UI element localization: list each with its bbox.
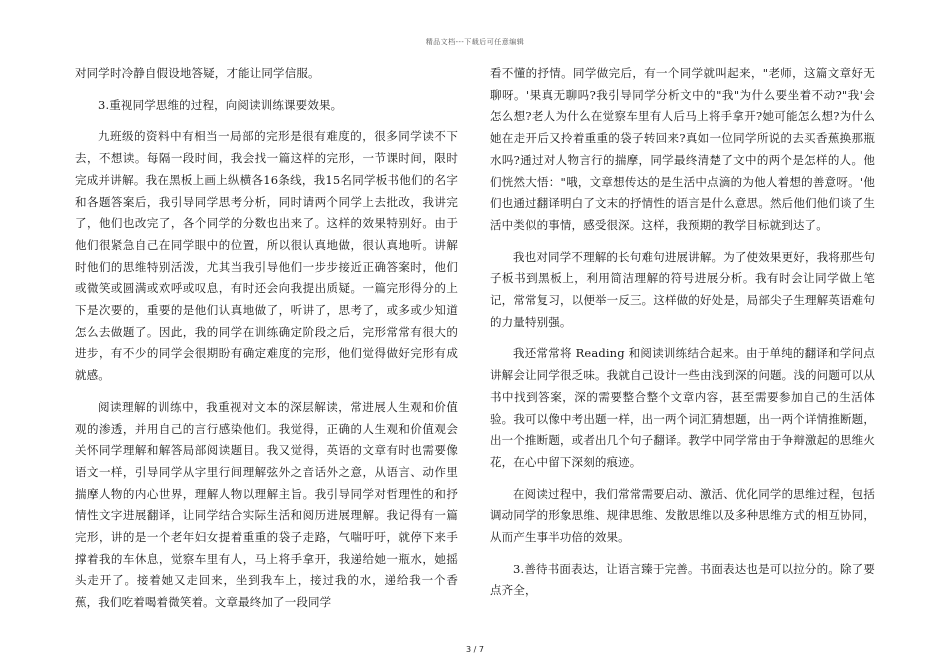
- paragraph: 对同学时冷静自假设地答疑，才能让同学信服。: [75, 66, 320, 80]
- left-column: [75, 63, 458, 624]
- page-number: 3 / 7: [466, 645, 484, 654]
- section-heading: 3.善待书面表达，让语言臻于完善。书面表达也是可以拉分的。除了要点齐全，: [490, 561, 875, 598]
- page-header: 精品文档---下载后可任意编辑: [425, 38, 525, 46]
- paragraph: 九班级的资料中有相当一局部的完形是很有难度的，很多同学读不下去，不想读。每隔一段时间，我会找一篇这样的完形，一节课时间，限时完成并讲解。我在黑板上画上纵横各16条线，我15名同学板书他们的名字和各题答案后，我引导同学思考分析，同时请两个同学上去批改，我讲完了，他们也改完了，各个同学的分数也出来了。这样的效果特别好。由于他们很紧急自己在同学眼中的位置，所以很认真地做，很认真地听。讲解时他们的思维特别活泼，尤其当我引导他们一步步接近正确答案时，他们或微笑或圆满或欢呼或叹息，有时还会向我提出质疑。一篇完形得分的上下是次要的，重要的是他们认真地做了，听讲了，思考了，或多或少知道怎么去做题了。因此，我的同学在训练确定阶段之后，完形常常有很大的进步，有不少的同学会很期盼有确定难度的完形，他们觉得做好完形有成就感。: [75, 129, 458, 383]
- paragraph: 看不懂的抒情。同学做完后，有一个同学就叫起来，"老师，这篇文章好无聊呀。'果真无聊吗?我引导同学分析文中的"我"为什么要坐着不动?"我'会怎么想?老人为什么在觉察车里有人后马上将手拿开?她可能怎么想?为什么她在走开后又拎着重重的袋子转回来?真如一位同学所说的去买香蕉换那瓶水吗?通过对人物言行的揣摩，同学最终清楚了文中的两个是怎样的人。他们恍然大悟："哦，文章想传达的是生活中点滴的为他人着想的善意呀。'他们也通过翻译明白了文末的抒情性的语言是什么意思。然后他们他们谈了生活中类似的事情，感受很深。这样，我预期的教学目标就到达了。: [490, 66, 875, 232]
- paragraph: 我也对同学不理解的长句难句进展讲解。为了使效果更好，我将那些句子板书到黑板上，利用简洁理解的符号进展分析。我有时会让同学做上笔记，常常复习，以便举一反三。这样做的好处是，局部尖子生理解英语难句的力量特别强。: [490, 249, 875, 329]
- paragraph: 阅读理解的训练中，我重视对文本的深层解读，常进展人生观和价值观的渗透，并用自己的言行感染他们。我觉得，正确的人生观和价值观会关怀同学理解和解答局部阅读题目。我又觉得，英语的文章有时也需要像语文一样，引导同学从字里行间理解弦外之音话外之意，从语言、动作里揣摩人物的内心世界，理解人物以理解主旨。我引导同学对哲理性的和抒情性文字进展翻译，让同学结合实际生活和阅历进展理解。我记得有一篇完形，讲的是一个老年妇女提着重重的袋子走路，气喘吁吁，就停下来手撑着我的车休息，觉察车里有人，马上将手拿开，我递给她一瓶水，她摇头走开了。接着她又走回来，坐到我车上，接过我的水，递给我一个香蕉，我们吃着喝着微笑着。文章最终加了一段同学: [75, 399, 458, 610]
- paragraph: 在阅读过程中，我们常常需要启动、激活、优化同学的思维过程，包括调动同学的形象思维、规律思维、发散思维以及多种思维方式的相互协同，从而产生事半功倍的效果。: [490, 486, 875, 545]
- section-heading: 3.重视同学思维的过程，向阅读训练课要效果。: [98, 97, 343, 112]
- paragraph: 我还常常将 Reading 和阅读训练结合起来。由于单纯的翻译和学问点讲解会让同学很乏味。我就自己设计一些由浅到深的问题。浅的问题可以从书中找到答案，深的需要整合整个文章内容，甚至需要参加自己的生活体验。我可以像中考出题一样，出一两个词汇猜想题，出一两个详情推断题，出一个推断题，或者出几个句子翻译。教学中同学常由于争辩激起的思维火花，在心中留下深刻的痕迹。: [490, 346, 875, 469]
- right-column: [490, 63, 875, 612]
